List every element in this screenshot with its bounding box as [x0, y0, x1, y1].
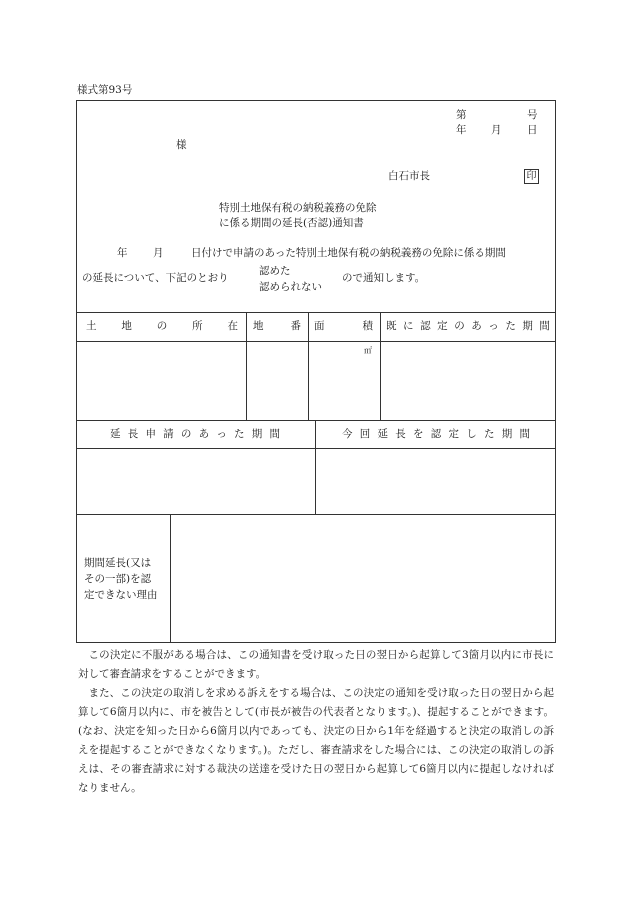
header-current-period: 今 回 延 長 を 認 定 し た 期 間	[342, 428, 530, 440]
option-denied: 認められない	[259, 281, 322, 293]
row-line-2	[76, 448, 556, 449]
date-month: 月	[491, 124, 502, 136]
col-divider-3	[380, 312, 381, 420]
row-line-1	[76, 420, 556, 421]
area-unit: ㎡	[364, 346, 372, 355]
title-line-2: に係る期間の延長(否認)通知書	[219, 217, 364, 229]
note-paragraph-2: また、この決定の取消しを求める訴えをする場合は、この決定の通知を受け取った日の翌日から起算して6箇月以内に、市を被告として(市長が被告の代表者となります。)、提起することができます。(なお、決定を知った日から6箇月以内であっても、決定の日から1年を経過すると決定の取消しの訴えを提起することができなくなります。)。ただし、審査請求をした場合には、この決定の取消しの訴えは、その審査請求に対する裁決の送達を受けた日の翌日から起算して6箇月以内に提起しなければなりません。	[78, 687, 554, 794]
col-divider-4	[315, 420, 316, 514]
row-line-3	[76, 514, 556, 515]
title-line-1: 特別土地保有税の納税義務の免除	[219, 202, 377, 214]
seal-stamp: 印	[524, 169, 539, 184]
col-divider-5	[170, 514, 171, 643]
issuer: 白石市長	[388, 170, 430, 182]
date-year: 年	[456, 124, 467, 136]
table-top-line	[76, 312, 556, 313]
header-bottom-line	[76, 341, 556, 342]
header-lot-number: 地 番	[253, 320, 301, 332]
col-divider-2	[308, 312, 309, 420]
number-go: 号	[527, 109, 538, 121]
reason-label-line-3: 定できない理由	[84, 589, 158, 601]
number-dai: 第	[456, 109, 467, 121]
col-divider-1	[246, 312, 247, 420]
body-month: 月	[153, 247, 164, 259]
header-applied-period: 延 長 申 請 の あ っ た 期 間	[110, 428, 280, 440]
header-area: 面 積	[314, 320, 373, 332]
appeal-notes	[78, 646, 554, 798]
body-year: 年	[117, 247, 128, 259]
addressee-suffix: 様	[176, 139, 187, 151]
header-location: 土 地 の 所 在	[86, 320, 238, 332]
header-approved-period: 既 に 認 定 の あ っ た 期 間	[386, 320, 550, 332]
body-line-1: 日付けで申請のあった特別土地保有税の納税義務の免除に係る期間	[191, 247, 506, 259]
date-day: 日	[527, 124, 538, 136]
body-line-2-end: ので通知します。	[342, 272, 426, 284]
body-line-2-start: の延長について、下記のとおり	[82, 272, 229, 284]
reason-label-line-1: 期間延長(又は	[84, 557, 152, 569]
reason-label-line-2: その一部)を認	[84, 573, 152, 585]
option-approved: 認めた	[259, 265, 291, 277]
note-paragraph-1: この決定に不服がある場合は、この通知書を受け取った日の翌日から起算して3箇月以内に市長に対して審査請求をすることができます。	[78, 649, 554, 680]
form-number: 様式第93号	[77, 84, 133, 96]
